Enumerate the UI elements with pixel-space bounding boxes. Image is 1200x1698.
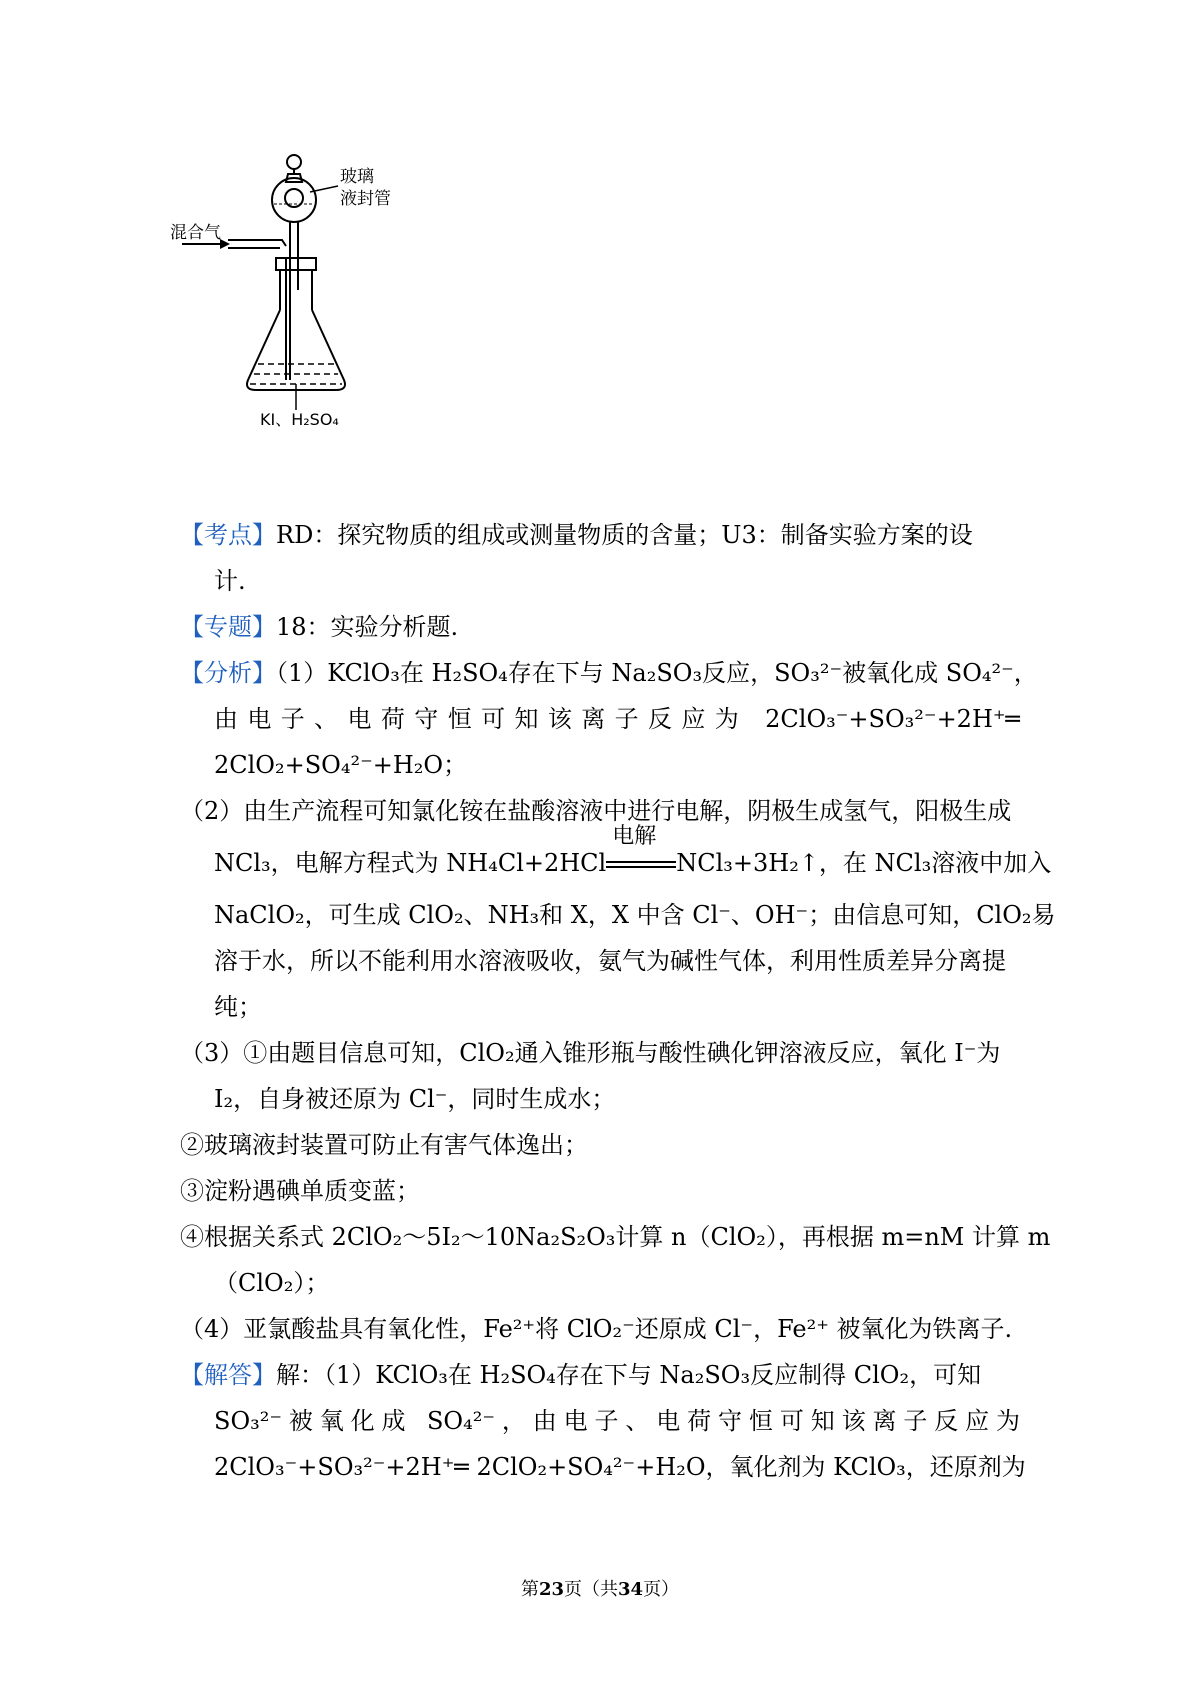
apparatus-figure xyxy=(170,140,430,470)
kaodian-line-2: 计. xyxy=(214,567,246,595)
jieda-line-1: 【解答】解：（1）KClO₃在 H₂SO₄存在下与 Na₂SO₃反应制得 ClO₂，可知 xyxy=(180,1361,982,1389)
stopper-knob xyxy=(287,155,301,169)
part2-line-5: 纯； xyxy=(214,993,262,1021)
part3-line-3: ②玻璃液封装置可防止有害气体逸出； xyxy=(180,1131,588,1159)
part2-line-3: NaClO₂，可生成 ClO₂、NH₃和 X，X 中含 Cl⁻、OH⁻；由信息可知，ClO₂易 xyxy=(214,901,1056,929)
label-glass: 玻璃 xyxy=(340,167,374,187)
page-footer: 第23页（共34页） xyxy=(520,1579,680,1600)
solution-content xyxy=(180,512,1056,1490)
page-number: 23 xyxy=(538,1579,564,1600)
zhuanti-tag: 【专题】 xyxy=(180,613,276,641)
label-mixed-gas: 混合气 xyxy=(170,223,221,243)
part4-line-1: （4）亚氯酸盐具有氧化性，Fe²⁺将 ClO₂⁻还原成 Cl⁻，Fe²⁺ 被氧化为铁离子. xyxy=(180,1315,1013,1343)
label-reagent: KI、H₂SO₄ xyxy=(260,410,339,429)
page-total: 34 xyxy=(618,1579,644,1600)
fenxi-line-2: 由电子、电荷守恒可知该离子反应为 2ClO₃⁻+SO₃²⁻+2H⁺═ xyxy=(214,705,1020,733)
part3-line-2: I₂，自身被还原为 Cl⁻，同时生成水； xyxy=(214,1085,616,1113)
jieda-line-2: SO₃²⁻被氧化成 SO₄²⁻，由电子、电荷守恒可知该离子反应为 xyxy=(214,1407,1020,1435)
electrolysis-equals xyxy=(606,824,676,877)
fenxi-line-3: 2ClO₂+SO₄²⁻+H₂O； xyxy=(214,751,468,779)
label-seal-tube: 液封管 xyxy=(340,189,391,209)
jieda-line-3: 2ClO₃⁻+SO₃²⁻+2H⁺═ 2ClO₂+SO₄²⁻+H₂O，氧化剂为 KClO₃，还原剂为 xyxy=(214,1453,1026,1481)
fenxi-tag: 【分析】 xyxy=(180,659,276,687)
part3-line-6: （ClO₂）； xyxy=(214,1269,330,1297)
part3-line-5: ④根据关系式 2ClO₂～5I₂～10Na₂S₂O₃计算 n（ClO₂），再根据 m=nM 计算 m xyxy=(180,1223,1051,1251)
apparatus-diagram xyxy=(170,140,430,470)
part2-line-2: NCl₃，电解方程式为 NH₄Cl+2HCl 电解 NCl₃+3H₂↑，在 NCl₃溶液中加入 xyxy=(214,824,1052,877)
zhuanti-line: 【专题】18：实验分析题. xyxy=(180,613,459,641)
electrolysis-label: 电解 xyxy=(612,824,657,849)
jieda-tag: 【解答】 xyxy=(180,1361,276,1389)
part2-line-1: （2）由生产流程可知氯化铵在盐酸溶液中进行电解，阴极生成氢气，阳极生成 xyxy=(180,797,1012,825)
part3-line-4: ③淀粉遇碘单质变蓝； xyxy=(180,1177,420,1205)
part3-line-1: （3）①由题目信息可知，ClO₂通入锥形瓶与酸性碘化钾溶液反应，氧化 I⁻为 xyxy=(180,1039,1001,1067)
kaodian-line-1: 【考点】RD：探究物质的组成或测量物质的含量；U3：制备实验方案的设 xyxy=(180,521,973,549)
seal-bulb xyxy=(272,178,316,222)
flask-stopper xyxy=(276,258,316,270)
kaodian-tag: 【考点】 xyxy=(180,521,276,549)
part2-line-4: 溶于水，所以不能利用水溶液吸收，氨气为碱性气体，利用性质差异分离提 xyxy=(214,947,1006,975)
fenxi-line-1: 【分析】（1）KClO₃在 H₂SO₄存在下与 Na₂SO₃反应，SO₃²⁻被氧化成 SO₄²⁻， xyxy=(180,659,1038,687)
conical-flask xyxy=(247,310,345,390)
